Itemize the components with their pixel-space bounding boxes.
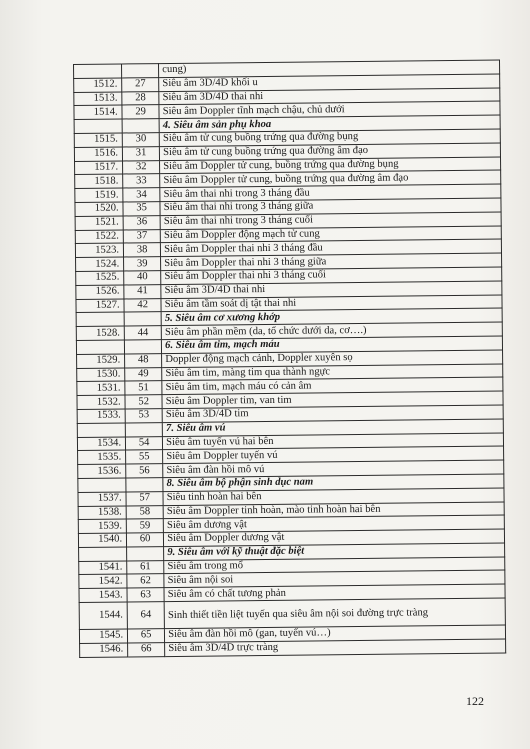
procedure-name-cell: Siêu tinh hoàn hai bên	[163, 488, 504, 505]
row-index-cell	[78, 478, 126, 492]
row-index-cell: 1512.	[74, 78, 122, 92]
item-number-cell: 40	[124, 271, 161, 285]
item-number-cell: 59	[126, 519, 163, 533]
row-index-cell: 1532.	[77, 395, 125, 409]
procedure-name-cell: Doppler động mạch cảnh, Doppler xuyên sọ	[162, 350, 503, 367]
row-index-cell: 1533.	[77, 409, 125, 423]
procedure-name-cell: Siêu âm trong mổ	[164, 557, 505, 574]
procedure-name-cell: Siêu âm Doppler tử cung, buồng trứng qua đường bụng	[160, 157, 501, 174]
item-number-cell: 56	[126, 464, 163, 478]
item-number-cell	[124, 312, 161, 326]
row-index-cell: 1543.	[79, 588, 127, 602]
item-number-cell: 49	[125, 367, 162, 381]
row-index-cell	[76, 312, 124, 326]
row-index-cell: 1538.	[78, 505, 126, 519]
procedure-name-cell: 5. Siêu âm cơ xương khớp	[161, 308, 502, 325]
item-number-cell: 44	[124, 326, 161, 340]
row-index-cell: 1542.	[79, 574, 127, 588]
item-number-cell: 42	[124, 298, 161, 312]
procedure-name-cell: 6. Siêu âm tim, mạch máu	[162, 336, 503, 353]
row-index-cell: 1528.	[76, 326, 124, 340]
row-index-cell: 1522.	[75, 230, 123, 244]
procedure-name-cell: 9. Siêu âm với kỹ thuật đặc biệt	[164, 543, 505, 560]
item-number-cell: 55	[126, 450, 163, 464]
procedure-name-cell: Siêu âm dương vật	[163, 515, 504, 532]
item-number-cell: 54	[126, 436, 163, 450]
procedure-name-cell: 7. Siêu âm vú	[162, 419, 503, 436]
procedure-name-cell: Siêu âm Doppler thai nhi 3 tháng đầu	[161, 239, 502, 256]
row-index-cell: 1540.	[78, 533, 126, 547]
row-index-cell: 1545.	[79, 629, 127, 643]
row-index-cell: 1541.	[79, 561, 127, 575]
item-number-cell: 33	[123, 174, 160, 188]
procedure-name-cell: Siêu âm Doppler dương vật	[164, 529, 505, 546]
item-number-cell: 30	[122, 133, 159, 147]
procedure-name-cell: Siêu âm 3D/4D khối u	[159, 74, 500, 91]
procedure-name-cell: Siêu âm 3D/4D thai nhi	[161, 281, 502, 298]
item-number-cell: 37	[123, 229, 160, 243]
item-number-cell: 36	[123, 215, 160, 229]
item-number-cell: 31	[122, 146, 159, 160]
item-number-cell: 35	[123, 202, 160, 216]
row-index-cell: 1546.	[80, 643, 128, 657]
procedure-name-cell: Siêu âm Doppler thai nhi 3 tháng cuối	[161, 267, 502, 284]
row-index-cell: 1525.	[76, 271, 124, 285]
item-number-cell	[127, 546, 164, 560]
row-index-cell: 1515.	[74, 133, 122, 147]
item-number-cell: 29	[122, 105, 159, 119]
procedure-name-cell: Siêu âm tim, màng tim qua thành ngực	[162, 364, 503, 381]
item-number-cell: 58	[126, 505, 163, 519]
procedure-name-cell: 8. Siêu âm bộ phận sinh dục nam	[163, 474, 504, 491]
procedure-name-cell: Siêu âm Doppler tinh hoàn, mào tinh hoàn hai bên	[163, 502, 504, 519]
item-number-cell: 48	[125, 353, 162, 367]
item-number-cell: 66	[128, 642, 165, 656]
item-number-cell: 63	[127, 588, 164, 602]
item-number-cell	[126, 477, 163, 491]
procedure-name-cell: Siêu âm Doppler tử cung, buồng trứng qua đường âm đạo	[160, 170, 501, 187]
procedure-name-cell: Siêu âm 3D/4D thai nhi	[159, 88, 500, 105]
item-number-cell	[122, 64, 159, 78]
item-number-cell: 65	[128, 629, 165, 643]
row-index-cell: 1530.	[77, 368, 125, 382]
row-index-cell	[77, 423, 125, 437]
item-number-cell: 57	[126, 491, 163, 505]
row-index-cell	[74, 119, 122, 133]
procedure-name-cell: Siêu âm 3D/4D trực tràng	[165, 639, 506, 656]
row-index-cell: 1526.	[76, 285, 124, 299]
procedure-name-cell: Siêu âm tầm soát dị tật thai nhi	[161, 295, 502, 312]
procedure-name-cell: Siêu âm đàn hồi mô (gan, tuyến vú…)	[165, 625, 506, 642]
procedure-name-cell: Siêu âm 3D/4D tim	[162, 405, 503, 422]
row-index-cell: 1523.	[75, 243, 123, 257]
item-number-cell: 32	[123, 160, 160, 174]
procedure-name-cell: Sinh thiết tiền liệt tuyến qua siêu âm nội soi đường trực tràng	[164, 598, 505, 629]
procedure-name-cell: Siêu âm Doppler thai nhi 3 tháng giữa	[161, 253, 502, 270]
item-number-cell: 61	[127, 560, 164, 574]
row-index-cell: 1544.	[79, 602, 127, 630]
procedure-name-cell: Siêu âm tử cung buồng trứng qua đường âm đạo	[160, 143, 501, 160]
procedure-table	[73, 60, 506, 658]
procedure-name-cell: Siêu âm nội soi	[164, 570, 505, 587]
item-number-cell: 38	[123, 243, 160, 257]
procedure-name-cell: Siêu âm tử cung buồng trứng qua đường bụng	[159, 129, 500, 146]
item-number-cell	[125, 422, 162, 436]
row-index-cell: 1516.	[74, 147, 122, 161]
row-index-cell: 1517.	[75, 161, 123, 175]
row-index-cell: 1534.	[77, 436, 125, 450]
row-index-cell	[76, 340, 124, 354]
procedure-name-cell: Siêu âm Doppler tuyến vú	[163, 446, 504, 463]
row-index-cell	[74, 64, 122, 78]
page-number: 122	[466, 694, 484, 708]
procedure-name-cell: Siêu âm thai nhi trong 3 tháng giữa	[160, 198, 501, 215]
row-index-cell: 1535.	[78, 450, 126, 464]
procedure-name-cell: Siêu âm Doppler tĩnh mạch chậu, chủ dưới	[159, 101, 500, 118]
row-index-cell: 1518.	[75, 174, 123, 188]
row-index-cell: 1513.	[74, 92, 122, 106]
item-number-cell: 53	[125, 409, 162, 423]
item-number-cell: 60	[127, 533, 164, 547]
item-number-cell: 51	[125, 381, 162, 395]
item-number-cell	[122, 119, 159, 133]
row-index-cell: 1527.	[76, 299, 124, 313]
item-number-cell: 64	[127, 602, 164, 629]
row-index-cell: 1514.	[74, 105, 122, 119]
row-index-cell: 1524.	[76, 257, 124, 271]
item-number-cell: 52	[125, 395, 162, 409]
procedure-name-cell: Siêu âm đàn hồi mô vú	[163, 460, 504, 477]
row-index-cell: 1529.	[77, 354, 125, 368]
procedure-name-cell: Siêu âm tim, mạch máu có cản âm	[162, 377, 503, 394]
row-index-cell: 1520.	[75, 202, 123, 216]
procedure-table-body	[74, 60, 506, 657]
procedure-name-cell: 4. Siêu âm sản phụ khoa	[159, 115, 500, 132]
row-index-cell	[79, 547, 127, 561]
item-number-cell: 41	[124, 284, 161, 298]
row-index-cell: 1536.	[78, 464, 126, 478]
procedure-name-cell: Siêu âm Doppler động mạch tử cung	[160, 226, 501, 243]
item-number-cell: 39	[124, 257, 161, 271]
procedure-name-cell: Siêu âm có chất tương phản	[164, 584, 505, 601]
item-number-cell: 27	[122, 77, 159, 91]
row-index-cell: 1531.	[77, 381, 125, 395]
item-number-cell: 28	[122, 91, 159, 105]
row-index-cell: 1539.	[78, 519, 126, 533]
row-index-cell: 1537.	[78, 492, 126, 506]
item-number-cell: 62	[127, 574, 164, 588]
row-index-cell: 1521.	[75, 216, 123, 230]
procedure-name-cell: cung)	[159, 60, 500, 77]
procedure-name-cell: Siêu âm Doppler tim, van tim	[162, 391, 503, 408]
procedure-name-cell: Siêu âm phần mềm (da, tổ chức dưới da, cơ….)	[161, 322, 502, 339]
item-number-cell	[125, 340, 162, 354]
procedure-name-cell: Siêu âm thai nhi trong 3 tháng đầu	[160, 184, 501, 201]
item-number-cell: 34	[123, 188, 160, 202]
row-index-cell: 1519.	[75, 188, 123, 202]
procedure-name-cell: Siêu âm thai nhi trong 3 tháng cuối	[160, 212, 501, 229]
procedure-name-cell: Siêu âm tuyến vú hai bên	[163, 433, 504, 450]
